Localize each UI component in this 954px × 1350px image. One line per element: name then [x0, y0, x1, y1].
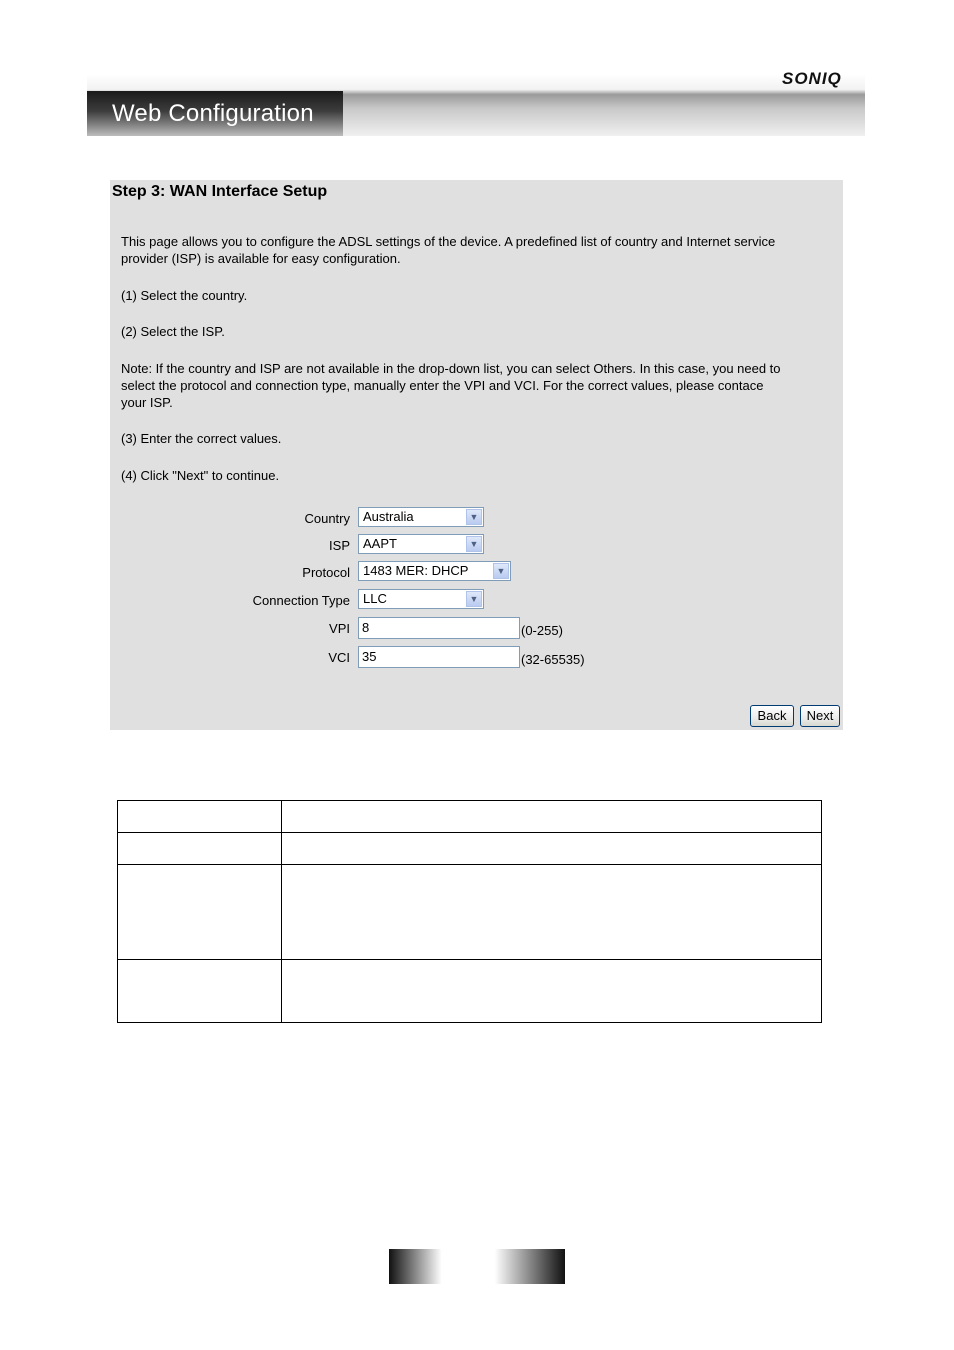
vpi-input[interactable]: 8 — [358, 617, 520, 639]
page-header-title: Web Configuration — [112, 100, 314, 127]
table-row — [118, 833, 822, 865]
description-table — [117, 800, 822, 1023]
table-row — [118, 801, 822, 833]
chevron-down-icon[interactable]: ▼ — [466, 591, 482, 607]
protocol-select[interactable] — [358, 561, 511, 581]
instruction-step-4: (4) Click "Next" to continue. — [121, 468, 280, 483]
instruction-step-2: (2) Select the ISP. — [121, 324, 225, 339]
table-cell — [282, 865, 822, 960]
chevron-down-icon[interactable]: ▼ — [466, 509, 482, 525]
table-row — [118, 960, 822, 1023]
connection-type-label: Connection Type — [252, 593, 350, 608]
isp-select[interactable] — [358, 534, 484, 554]
table-row — [118, 865, 822, 960]
country-select-value: Australia — [363, 509, 414, 524]
table-cell — [282, 801, 822, 833]
connection-type-select[interactable] — [358, 589, 484, 609]
back-button[interactable]: Back — [750, 705, 794, 727]
vci-range-hint: (32-65535) — [521, 652, 585, 667]
protocol-label: Protocol — [302, 565, 350, 580]
intro-text: This page allows you to configure the ADSL settings of the device. A predefined list of country and Internet service provider (ISP) is available for easy configuration. — [121, 234, 776, 266]
table-cell — [282, 833, 822, 865]
country-label: Country — [304, 511, 350, 526]
footer-page-block — [389, 1249, 565, 1284]
vpi-range-hint: (0-255) — [521, 623, 563, 638]
isp-select-value: AAPT — [363, 536, 397, 551]
instruction-step-1: (1) Select the country. — [121, 288, 248, 303]
next-button[interactable]: Next — [800, 705, 840, 727]
protocol-select-value: 1483 MER: DHCP — [363, 563, 469, 578]
brand-logo: SONIQ — [782, 69, 842, 88]
country-select[interactable] — [358, 507, 484, 527]
instruction-step-3: (3) Enter the correct values. — [121, 431, 282, 446]
vpi-label: VPI — [329, 621, 350, 636]
vci-label: VCI — [328, 650, 350, 665]
chevron-down-icon[interactable]: ▼ — [466, 536, 482, 552]
isp-label: ISP — [329, 538, 350, 553]
table-cell — [118, 960, 282, 1023]
chevron-down-icon[interactable]: ▼ — [493, 563, 509, 579]
vci-input[interactable]: 35 — [358, 646, 520, 668]
connection-type-select-value: LLC — [363, 591, 387, 606]
table-cell — [118, 865, 282, 960]
table-cell — [118, 801, 282, 833]
note-text: Note: If the country and ISP are not available in the drop-down list, you can select Others. In this case, you need to select the protocol and connection type, manually enter the VPI and VCI. For the correct values, please contace your ISP. — [121, 361, 781, 410]
table-cell — [282, 960, 822, 1023]
table-cell — [118, 833, 282, 865]
step-title: Step 3: WAN Interface Setup — [112, 183, 328, 200]
